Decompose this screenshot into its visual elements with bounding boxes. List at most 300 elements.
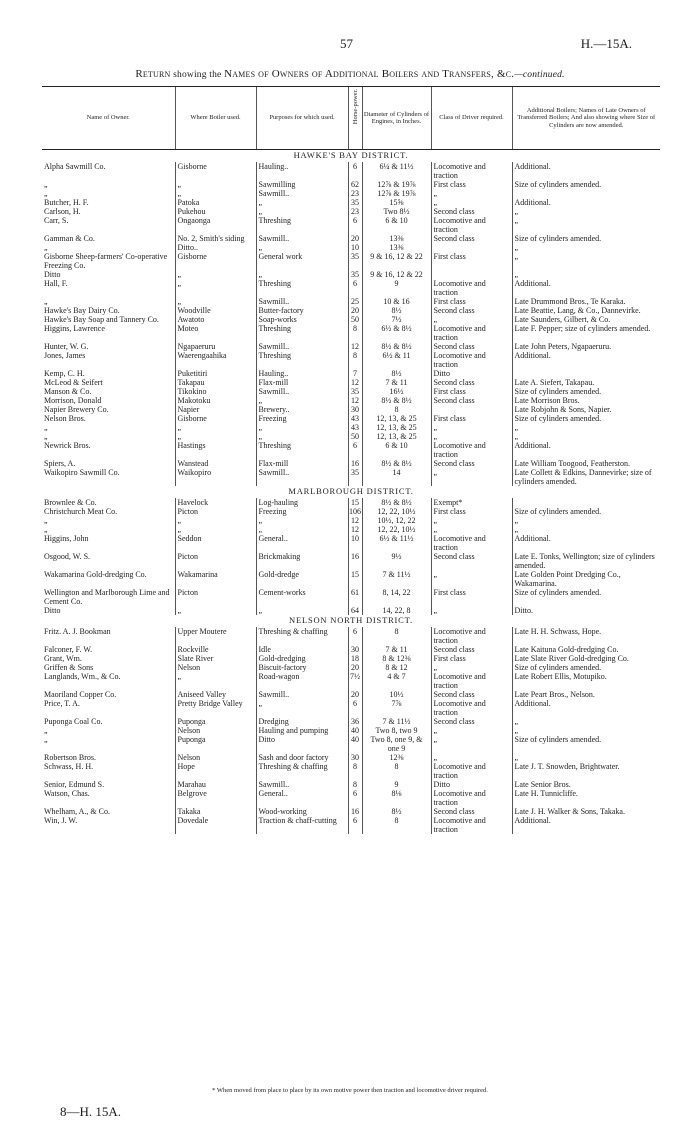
purpose-cell: „	[256, 525, 348, 534]
owner-cell: Newrick Bros.	[44, 441, 91, 450]
notes-cell: Additional.	[512, 534, 660, 552]
purpose-cell: „	[256, 243, 348, 252]
owner-cell: Higgins, John	[44, 534, 89, 543]
driver-class-cell: „	[431, 315, 512, 324]
horse-power-cell: 43	[348, 423, 362, 432]
horse-power-cell: 23	[348, 189, 362, 198]
owner-cell: Kemp, C. H.	[44, 369, 85, 378]
driver-class-cell: Locomotive and traction	[431, 789, 512, 807]
header-notes: Additional Boilers; Names of Late Owners of Transferred Boilers; And also showing where Size of Cylinders are now amended.	[512, 87, 660, 150]
driver-class-cell: Locomotive and traction	[431, 762, 512, 780]
purpose-cell: Flax-mill	[256, 378, 348, 387]
horse-power-cell: 30	[348, 405, 362, 414]
location-cell: „	[175, 525, 256, 534]
notes-cell: Late Senior Bros.	[512, 780, 660, 789]
horse-power-cell: 61	[348, 588, 362, 606]
header-driver: Class of Driver required.	[431, 87, 512, 150]
diameter-cell: 12, 13, & 25	[362, 414, 431, 423]
table-row	[42, 441, 660, 459]
diameter-cell: 7 & 11	[362, 645, 431, 654]
driver-class-cell: „	[431, 423, 512, 432]
horse-power-cell: 7½	[348, 672, 362, 690]
location-cell: Awatoto	[175, 315, 256, 324]
horse-power-cell: 40	[348, 735, 362, 753]
horse-power-cell: 18	[348, 654, 362, 663]
diameter-cell: 9½	[362, 552, 431, 570]
diameter-cell: 14	[362, 468, 431, 486]
driver-class-cell: First class	[431, 297, 512, 306]
purpose-cell: „	[256, 423, 348, 432]
diameter-cell: 16½	[362, 387, 431, 396]
horse-power-cell: 30	[348, 753, 362, 762]
notes-cell: Late J. H. Walker & Sons, Takaka.	[512, 807, 660, 816]
purpose-cell: Gold-dredge	[256, 570, 348, 588]
horse-power-cell: 35	[348, 252, 362, 270]
driver-class-cell: Locomotive and traction	[431, 816, 512, 834]
horse-power-cell: 30	[348, 645, 362, 654]
purpose-cell: Gold-dredging	[256, 654, 348, 663]
purpose-cell: „	[256, 432, 348, 441]
header-where: Where Boiler used.	[175, 87, 256, 150]
location-cell: Slate River	[175, 654, 256, 663]
location-cell: Napier	[175, 405, 256, 414]
horse-power-cell: 16	[348, 459, 362, 468]
table-body	[42, 150, 660, 835]
driver-class-cell: Locomotive and traction	[431, 534, 512, 552]
notes-cell: Size of cylinders amended.	[512, 735, 660, 753]
district-heading-row	[42, 486, 660, 498]
owner-cell: Falconer, F. W.	[44, 645, 93, 654]
location-cell: „	[175, 672, 256, 690]
owner-cell: Brownlee & Co.	[44, 498, 97, 507]
location-cell: Seddon	[175, 534, 256, 552]
purpose-cell: Threshing	[256, 216, 348, 234]
diameter-cell: 8½ & 8½	[362, 396, 431, 405]
table-row	[42, 414, 660, 423]
owner-cell: „	[44, 189, 48, 198]
purpose-cell: Sash and door factory	[256, 753, 348, 762]
table-row	[42, 369, 660, 378]
purpose-cell: Soap-works	[256, 315, 348, 324]
location-cell: Patoka	[175, 198, 256, 207]
purpose-cell: Biscuit-factory	[256, 663, 348, 672]
table-row	[42, 216, 660, 234]
location-cell: „	[175, 270, 256, 279]
location-cell: Ngapaeruru	[175, 342, 256, 351]
horse-power-cell: 20	[348, 663, 362, 672]
table-row	[42, 378, 660, 387]
table-row	[42, 459, 660, 468]
driver-class-cell: Second class	[431, 807, 512, 816]
diameter-cell: 8	[362, 627, 431, 645]
header-row	[42, 87, 660, 150]
owner-cell: Langlands, Wm., & Co.	[44, 672, 121, 681]
diameter-cell: 6½ & 11	[362, 351, 431, 369]
diameter-cell: 8½	[362, 807, 431, 816]
owner-cell: Puponga Coal Co.	[44, 717, 103, 726]
purpose-cell: Traction & chaff-cutting	[256, 816, 348, 834]
notes-cell: Additional.	[512, 441, 660, 459]
horse-power-cell: 20	[348, 234, 362, 243]
purpose-cell: Threshing	[256, 279, 348, 297]
notes-cell	[512, 189, 660, 198]
purpose-cell: Sawmill..	[256, 297, 348, 306]
notes-cell: Size of cylinders amended.	[512, 180, 660, 189]
horse-power-cell: 16	[348, 807, 362, 816]
horse-power-cell: 8	[348, 351, 362, 369]
diameter-cell: 6 & 10	[362, 441, 431, 459]
horse-power-cell: 8	[348, 762, 362, 780]
diameter-cell: 6½ & 11½	[362, 534, 431, 552]
driver-class-cell: „	[431, 525, 512, 534]
notes-cell: Late John Peters, Ngapaeruru.	[512, 342, 660, 351]
table-row	[42, 423, 660, 432]
notes-cell: Late Morrison Bros.	[512, 396, 660, 405]
horse-power-cell: 6	[348, 162, 362, 180]
purpose-cell: General work	[256, 252, 348, 270]
purpose-cell: „	[256, 396, 348, 405]
owner-cell: Whelham, A., & Co.	[44, 807, 110, 816]
horse-power-cell: 62	[348, 180, 362, 189]
driver-class-cell: Second class	[431, 207, 512, 216]
driver-class-cell: Second class	[431, 645, 512, 654]
purpose-cell: Hauling and pumping	[256, 726, 348, 735]
owner-cell: Napier Brewery Co.	[44, 405, 109, 414]
return-title	[0, 68, 700, 80]
driver-class-cell: „	[431, 516, 512, 525]
horse-power-cell: 6	[348, 816, 362, 834]
owner-cell: Price, T. A.	[44, 699, 80, 708]
purpose-cell: Wood-working	[256, 807, 348, 816]
notes-cell: „	[512, 423, 660, 432]
purpose-cell: Flax-mill	[256, 459, 348, 468]
owner-cell: Wakamarina Gold-dredging Co.	[44, 570, 147, 579]
title-prefix: Return	[135, 68, 171, 80]
table-row	[42, 306, 660, 315]
purpose-cell: „	[256, 270, 348, 279]
driver-class-cell: Second class	[431, 459, 512, 468]
notes-cell: Additional.	[512, 699, 660, 717]
table-row	[42, 468, 660, 486]
table-row	[42, 198, 660, 207]
driver-class-cell: First class	[431, 507, 512, 516]
driver-class-cell: First class	[431, 588, 512, 606]
purpose-cell: Threshing	[256, 351, 348, 369]
location-cell: No. 2, Smith's siding	[175, 234, 256, 243]
page-number: 57	[340, 36, 353, 51]
location-cell: Moteo	[175, 324, 256, 342]
horse-power-cell: 20	[348, 306, 362, 315]
diameter-cell: 9 & 16, 12 & 22	[362, 252, 431, 270]
boilers-table	[42, 86, 660, 834]
header-purpose: Purposes for which used.	[256, 87, 348, 150]
owner-cell: „	[44, 243, 48, 252]
diameter-cell: 7 & 11	[362, 378, 431, 387]
table-row	[42, 807, 660, 816]
horse-power-cell: 35	[348, 468, 362, 486]
location-cell: Pretty Bridge Valley	[175, 699, 256, 717]
table-row	[42, 498, 660, 507]
horse-power-cell: 10	[348, 243, 362, 252]
location-cell: „	[175, 297, 256, 306]
horse-power-cell: 6	[348, 441, 362, 459]
notes-cell: „	[512, 432, 660, 441]
notes-cell: Ditto.	[512, 606, 660, 615]
horse-power-cell: 6	[348, 216, 362, 234]
owner-cell: Watson, Chas.	[44, 789, 90, 798]
notes-cell: Additional.	[512, 816, 660, 834]
location-cell: Puketitiri	[175, 369, 256, 378]
table-row	[42, 762, 660, 780]
location-cell: „	[175, 423, 256, 432]
driver-class-cell: „	[431, 606, 512, 615]
diameter-cell: 7 & 11½	[362, 717, 431, 726]
notes-cell: Additional.	[512, 198, 660, 207]
driver-class-cell: Second class	[431, 342, 512, 351]
diameter-cell: 8½ & 8½	[362, 342, 431, 351]
notes-cell: Size of cylinders amended.	[512, 507, 660, 516]
notes-cell: „	[512, 252, 660, 270]
diameter-cell: 10½, 12, 22	[362, 516, 431, 525]
notes-cell: Late H. Tunnicliffe.	[512, 789, 660, 807]
district-heading-row	[42, 150, 660, 163]
driver-class-cell: Second class	[431, 690, 512, 699]
owner-cell: Win, J. W.	[44, 816, 78, 825]
owner-cell: „	[44, 735, 48, 744]
table-row	[42, 552, 660, 570]
owner-cell: Hawke's Bay Soap and Tannery Co.	[44, 315, 159, 324]
diameter-cell: Two 8½	[362, 207, 431, 216]
driver-class-cell: Second class	[431, 306, 512, 315]
table-row	[42, 507, 660, 516]
horse-power-cell: 6	[348, 789, 362, 807]
notes-cell: Size of cylinders amended.	[512, 588, 660, 606]
diameter-cell: Two 8, two 9	[362, 726, 431, 735]
notes-cell: Late Robjohn & Sons, Napier.	[512, 405, 660, 414]
table-row	[42, 690, 660, 699]
purpose-cell: Brickmaking	[256, 552, 348, 570]
purpose-cell: Brewery..	[256, 405, 348, 414]
notes-cell: Additional.	[512, 351, 660, 369]
notes-cell: „	[512, 516, 660, 525]
owner-cell: Osgood, W. S.	[44, 552, 91, 561]
location-cell: Picton	[175, 552, 256, 570]
location-cell: Aniseed Valley	[175, 690, 256, 699]
location-cell: Upper Moutere	[175, 627, 256, 645]
page-reference: H.—15A.	[580, 36, 632, 51]
notes-cell: „	[512, 216, 660, 234]
diameter-cell: 8½	[362, 306, 431, 315]
driver-class-cell: „	[431, 468, 512, 486]
table-row	[42, 243, 660, 252]
location-cell: Belgrove	[175, 789, 256, 807]
owner-cell: „	[44, 432, 48, 441]
horse-power-cell: 15	[348, 498, 362, 507]
purpose-cell: Sawmilling	[256, 180, 348, 189]
purpose-cell: General..	[256, 789, 348, 807]
horse-power-cell: 12	[348, 378, 362, 387]
diameter-cell: 8½	[362, 369, 431, 378]
table-row	[42, 627, 660, 645]
purpose-cell: Threshing	[256, 324, 348, 342]
table-row	[42, 672, 660, 690]
horse-power-cell: 8	[348, 780, 362, 789]
purpose-cell: Threshing & chaffing	[256, 627, 348, 645]
owner-cell: Alpha Sawmill Co.	[44, 162, 106, 171]
purpose-cell: Cement-works	[256, 588, 348, 606]
location-cell: Wakamarina	[175, 570, 256, 588]
notes-cell: Late Kaituna Gold-dredging Co.	[512, 645, 660, 654]
driver-class-cell: „	[431, 198, 512, 207]
owner-cell: Ditto	[44, 606, 61, 615]
horse-power-cell: 15	[348, 570, 362, 588]
diameter-cell: 9	[362, 780, 431, 789]
owner-cell: Nelson Bros.	[44, 414, 86, 423]
diameter-cell: 9 & 16, 12 & 22	[362, 270, 431, 279]
location-cell: Havelock	[175, 498, 256, 507]
diameter-cell: 14, 22, 8	[362, 606, 431, 615]
driver-class-cell	[431, 243, 512, 252]
horse-power-cell: 6	[348, 279, 362, 297]
header-owner: Name of Owner.	[42, 87, 175, 150]
diameter-cell: 8	[362, 762, 431, 780]
driver-class-cell: Second class	[431, 378, 512, 387]
owner-cell: Christchurch Meat Co.	[44, 507, 118, 516]
owner-cell: Grant, Wm.	[44, 654, 82, 663]
horse-power-cell: 50	[348, 315, 362, 324]
driver-class-cell: „	[431, 726, 512, 735]
table-row	[42, 780, 660, 789]
table-row	[42, 270, 660, 279]
diameter-cell: 8, 14, 22	[362, 588, 431, 606]
location-cell: „	[175, 279, 256, 297]
diameter-cell: 8 & 12	[362, 663, 431, 672]
purpose-cell: Ditto	[256, 735, 348, 753]
horse-power-cell: 40	[348, 726, 362, 735]
driver-class-cell: „	[431, 570, 512, 588]
location-cell: Takaka	[175, 807, 256, 816]
driver-class-cell: Second class	[431, 717, 512, 726]
horse-power-cell: 36	[348, 717, 362, 726]
purpose-cell: Hauling..	[256, 162, 348, 180]
table-row	[42, 351, 660, 369]
horse-power-cell: 35	[348, 270, 362, 279]
diameter-cell: 10½	[362, 690, 431, 699]
notes-cell: „	[512, 717, 660, 726]
horse-power-cell: 16	[348, 552, 362, 570]
location-cell: Tikokino	[175, 387, 256, 396]
notes-cell: Late Drummond Bros., Te Karaka.	[512, 297, 660, 306]
notes-cell: Late Robert Ellis, Motupiko.	[512, 672, 660, 690]
table-row	[42, 606, 660, 615]
owner-cell: Wellington and Marlborough Lime and Cement Co.	[44, 588, 170, 606]
notes-cell: Additional.	[512, 279, 660, 297]
notes-cell	[512, 498, 660, 507]
owner-cell: Carlson, H.	[44, 207, 81, 216]
owner-cell: Schwass, H. H.	[44, 762, 94, 771]
driver-class-cell: Locomotive and traction	[431, 672, 512, 690]
purpose-cell: „	[256, 606, 348, 615]
horse-power-cell: 20	[348, 690, 362, 699]
table-row	[42, 234, 660, 243]
owner-cell: Gisborne Sheep-farmers' Co-operative Freezing Co.	[44, 252, 168, 270]
purpose-cell: Idle	[256, 645, 348, 654]
horse-power-cell: 12	[348, 516, 362, 525]
notes-cell: Late Collett & Edkins, Dannevirke; size of cylinders amended.	[512, 468, 660, 486]
diameter-cell: 12⅞ & 19⅞	[362, 189, 431, 198]
notes-cell: Late Beattie, Lang, & Co., Dannevirke.	[512, 306, 660, 315]
owner-cell: Morrison, Donald	[44, 396, 102, 405]
table-row	[42, 735, 660, 753]
driver-class-cell: „	[431, 432, 512, 441]
table-row	[42, 789, 660, 807]
district-heading: HAWKE'S BAY DISTRICT.	[293, 150, 409, 160]
location-cell: Pukehou	[175, 207, 256, 216]
table-row	[42, 432, 660, 441]
driver-class-cell: Ditto	[431, 369, 512, 378]
purpose-cell: General..	[256, 534, 348, 552]
owner-cell: Manson & Co.	[44, 387, 92, 396]
location-cell: Puponga	[175, 735, 256, 753]
district-heading-row	[42, 615, 660, 627]
notes-cell: Late A. Siefert, Takapau.	[512, 378, 660, 387]
location-cell: „	[175, 189, 256, 198]
notes-cell: „	[512, 726, 660, 735]
purpose-cell: Road-wagon	[256, 672, 348, 690]
owner-cell: Waikopiro Sawmill Co.	[44, 468, 120, 477]
location-cell: Nelson	[175, 663, 256, 672]
owner-cell: Hawke's Bay Dairy Co.	[44, 306, 120, 315]
location-cell: Picton	[175, 588, 256, 606]
table-row	[42, 207, 660, 216]
driver-class-cell: „	[431, 735, 512, 753]
notes-cell: „	[512, 270, 660, 279]
location-cell: Makotoku	[175, 396, 256, 405]
location-cell: Gisborne	[175, 252, 256, 270]
header-horse-power-label: Horse-power.	[351, 89, 359, 125]
location-cell: Gisborne	[175, 162, 256, 180]
horse-power-cell: 6	[348, 699, 362, 717]
owner-cell: Fritz. A. J. Bookman	[44, 627, 111, 636]
location-cell: Takapau	[175, 378, 256, 387]
owner-cell: „	[44, 180, 48, 189]
location-cell: Hope	[175, 762, 256, 780]
purpose-cell: Sawmill..	[256, 780, 348, 789]
diameter-cell: 12, 22, 10½	[362, 507, 431, 516]
table-row	[42, 726, 660, 735]
diameter-cell: 15⅝	[362, 198, 431, 207]
driver-class-cell: Locomotive and traction	[431, 699, 512, 717]
location-cell: Nelson	[175, 726, 256, 735]
table-row	[42, 252, 660, 270]
notes-cell: Size of cylinders amended.	[512, 387, 660, 396]
driver-class-cell: Exempt*	[431, 498, 512, 507]
owner-cell: Spiers, A.	[44, 459, 76, 468]
table-row	[42, 387, 660, 396]
location-cell: „	[175, 606, 256, 615]
table-row	[42, 279, 660, 297]
notes-cell: Late E. Tonks, Wellington; size of cylinders amended.	[512, 552, 660, 570]
header-diameter: Diameter of Cylinders of Engines, in Inches.	[362, 87, 431, 150]
purpose-cell: „	[256, 516, 348, 525]
notes-cell: Size of cylinders amended.	[512, 414, 660, 423]
diameter-cell: 9	[362, 279, 431, 297]
location-cell: „	[175, 516, 256, 525]
driver-class-cell: Locomotive and traction	[431, 216, 512, 234]
notes-cell: Size of cylinders amended.	[512, 234, 660, 243]
purpose-cell: Freezing	[256, 507, 348, 516]
footnote: * When moved from place to place by its own motive power then traction and locomotive driver required.	[212, 1087, 488, 1094]
